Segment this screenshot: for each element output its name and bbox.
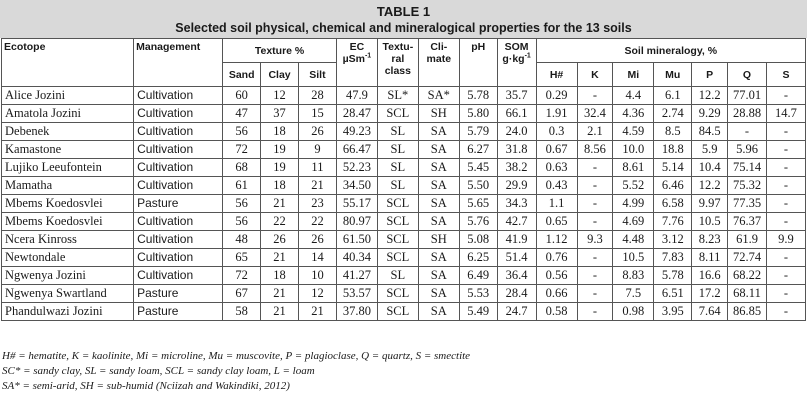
- table-cell: 1.12: [536, 231, 577, 249]
- cell-management: Cultivation: [134, 141, 223, 159]
- table-cell: 47: [223, 105, 261, 123]
- header-management: Management: [134, 39, 223, 87]
- header-texture: Texture %: [223, 39, 337, 63]
- header-som-unit-sup: -1: [524, 52, 531, 60]
- table-cell: 72: [223, 267, 261, 285]
- table-cell: 0.43: [536, 177, 577, 195]
- table-cell: 8.83: [613, 267, 654, 285]
- table-row: [2, 213, 806, 231]
- table-cell: 36.4: [497, 267, 536, 285]
- header-textural-class: Textu- ral class: [377, 39, 418, 87]
- table-cell: 37: [261, 105, 299, 123]
- table-cell: 9.97: [692, 195, 728, 213]
- table-cell: 22: [261, 213, 299, 231]
- table-cell: 10.0: [613, 141, 654, 159]
- soil-properties-table: [1, 38, 806, 321]
- header-climate: Cli- mate: [418, 39, 459, 87]
- table-cell: 5.78: [459, 87, 497, 105]
- table-cell: 72: [223, 141, 261, 159]
- table-cell: 3.95: [654, 303, 692, 321]
- table-cell: 5.08: [459, 231, 497, 249]
- table-cell: 65: [223, 249, 261, 267]
- table-cell: 8.61: [613, 159, 654, 177]
- header-clay: Clay: [261, 63, 299, 87]
- table-cell: 10.5: [692, 213, 728, 231]
- table-cell: -: [766, 285, 805, 303]
- table-cell: 5.53: [459, 285, 497, 303]
- table-cell: 28.4: [497, 285, 536, 303]
- table-cell: 12.2: [692, 177, 728, 195]
- header-ec-label: EC: [349, 41, 365, 53]
- table-cell: -: [766, 213, 805, 231]
- table-row: [2, 87, 806, 105]
- table-cell: -: [766, 177, 805, 195]
- table-cell: 24.0: [497, 123, 536, 141]
- table-cell: 77.35: [728, 195, 767, 213]
- table-cell: 26: [261, 231, 299, 249]
- cell-ecotope: Alice Jozini: [2, 87, 134, 105]
- table-cell: 6.49: [459, 267, 497, 285]
- cell-ecotope: Mbems Koedosvlei: [2, 195, 134, 213]
- table-cell: -: [766, 249, 805, 267]
- table-cell: -: [577, 267, 613, 285]
- cell-ecotope: Ncera Kinross: [2, 231, 134, 249]
- table-cell: 35.7: [497, 87, 536, 105]
- table-cell: 10.4: [692, 159, 728, 177]
- table-row: [2, 177, 806, 195]
- table-cell: 21: [298, 177, 336, 195]
- table-row: [2, 267, 806, 285]
- table-cell: 6.27: [459, 141, 497, 159]
- table-cell: SCL: [377, 285, 418, 303]
- table-cell: 0.58: [536, 303, 577, 321]
- header-ph: pH: [459, 39, 497, 87]
- table-cell: 56: [223, 213, 261, 231]
- table-cell: 7.83: [654, 249, 692, 267]
- cell-ecotope: Debenek: [2, 123, 134, 141]
- table-cell: 61.50: [336, 231, 377, 249]
- table-cell: 17.2: [692, 285, 728, 303]
- table-cell: 5.45: [459, 159, 497, 177]
- table-cell: 4.48: [613, 231, 654, 249]
- table-cell: 0.66: [536, 285, 577, 303]
- table-row: [2, 159, 806, 177]
- table-cell: SA: [418, 285, 459, 303]
- header-ec: [336, 39, 377, 87]
- table-cell: SL: [377, 177, 418, 195]
- footnote-texture-classes: SC* = sandy clay, SL = sandy loam, SCL = sandy clay loam, L = loam: [2, 365, 315, 377]
- table-cell: 55.17: [336, 195, 377, 213]
- table-cell: SL: [377, 123, 418, 141]
- table-label: TABLE 1: [376, 4, 431, 19]
- table-cell: 4.4: [613, 87, 654, 105]
- cell-management: Cultivation: [134, 267, 223, 285]
- table-cell: -: [766, 87, 805, 105]
- table-cell: 4.36: [613, 105, 654, 123]
- table-cell: 66.1: [497, 105, 536, 123]
- table-cell: 9.29: [692, 105, 728, 123]
- table-cell: 5.50: [459, 177, 497, 195]
- header-mi: Mi: [613, 63, 654, 87]
- cell-ecotope: Lujiko Leeufontein: [2, 159, 134, 177]
- cell-management: Pasture: [134, 195, 223, 213]
- table-cell: -: [728, 123, 767, 141]
- table-cell: SA: [418, 195, 459, 213]
- table-cell: 80.97: [336, 213, 377, 231]
- table-cell: 12.2: [692, 87, 728, 105]
- table-cell: 0.67: [536, 141, 577, 159]
- cell-management: Pasture: [134, 285, 223, 303]
- header-q: Q: [728, 63, 767, 87]
- table-cell: 16.6: [692, 267, 728, 285]
- cell-management: Cultivation: [134, 123, 223, 141]
- table-cell: SA: [418, 267, 459, 285]
- table-cell: SL: [377, 159, 418, 177]
- table-cell: 5.9: [692, 141, 728, 159]
- table-cell: SA: [418, 249, 459, 267]
- table-cell: -: [766, 123, 805, 141]
- table-cell: -: [766, 267, 805, 285]
- header-som-label: SOM: [504, 41, 529, 53]
- header-ec-unit-sup: -1: [364, 52, 372, 60]
- table-cell: 72.74: [728, 249, 767, 267]
- table-cell: 6.58: [654, 195, 692, 213]
- table-cell: 0.65: [536, 213, 577, 231]
- table-cell: 0.3: [536, 123, 577, 141]
- table-cell: 67: [223, 285, 261, 303]
- table-cell: SA: [418, 177, 459, 195]
- header-p: P: [692, 63, 728, 87]
- table-cell: 34.3: [497, 195, 536, 213]
- table-cell: 5.65: [459, 195, 497, 213]
- table-cell: 48: [223, 231, 261, 249]
- cell-ecotope: Mbems Koedosvlei: [2, 213, 134, 231]
- table-cell: 19: [261, 159, 299, 177]
- table-cell: -: [577, 159, 613, 177]
- header-silt: Silt: [298, 63, 336, 87]
- table-cell: -: [577, 177, 613, 195]
- table-cell: 66.47: [336, 141, 377, 159]
- cell-ecotope: Ngwenya Jozini: [2, 267, 134, 285]
- table-cell: SCL: [377, 231, 418, 249]
- table-cell: 5.96: [728, 141, 767, 159]
- table-cell: 61.9: [728, 231, 767, 249]
- cell-management: Cultivation: [134, 105, 223, 123]
- table-cell: 8.5: [654, 123, 692, 141]
- table-cell: 7.5: [613, 285, 654, 303]
- table-cell: 37.80: [336, 303, 377, 321]
- table-cell: 40.34: [336, 249, 377, 267]
- table-body: [2, 87, 806, 321]
- table-cell: 28.88: [728, 105, 767, 123]
- table-cell: 49.23: [336, 123, 377, 141]
- table-cell: 12: [298, 285, 336, 303]
- table-cell: 18: [261, 177, 299, 195]
- table-cell: 7.64: [692, 303, 728, 321]
- table-cell: 56: [223, 123, 261, 141]
- table-cell: 61: [223, 177, 261, 195]
- table-cell: 47.9: [336, 87, 377, 105]
- table-cell: 19: [261, 141, 299, 159]
- table-cell: 5.76: [459, 213, 497, 231]
- table-cell: 12: [261, 87, 299, 105]
- table-cell: -: [577, 195, 613, 213]
- table-header-banner: [0, 0, 807, 38]
- table-cell: -: [577, 249, 613, 267]
- table-cell: 68.11: [728, 285, 767, 303]
- table-cell: SA: [418, 141, 459, 159]
- cell-management: Cultivation: [134, 177, 223, 195]
- table-cell: 34.50: [336, 177, 377, 195]
- table-cell: SL: [377, 267, 418, 285]
- cell-management: Cultivation: [134, 231, 223, 249]
- table-cell: 4.59: [613, 123, 654, 141]
- cell-ecotope: Newtondale: [2, 249, 134, 267]
- table-cell: 41.9: [497, 231, 536, 249]
- table-cell: 31.8: [497, 141, 536, 159]
- header-sand: Sand: [223, 63, 261, 87]
- table-cell: 52.23: [336, 159, 377, 177]
- table-cell: SA*: [418, 87, 459, 105]
- footnote-minerals: H# = hematite, K = kaolinite, Mi = microline, Mu = muscovite, P = plagioclase, Q = quartz, S = smectite: [2, 350, 471, 362]
- table-cell: 41.27: [336, 267, 377, 285]
- cell-management: Cultivation: [134, 249, 223, 267]
- table-caption: Selected soil physical, chemical and mineralogical properties for the 13 soils: [175, 21, 632, 35]
- table-cell: SCL: [377, 303, 418, 321]
- table-cell: 8.11: [692, 249, 728, 267]
- cell-ecotope: Phandulwazi Jozini: [2, 303, 134, 321]
- table-cell: 53.57: [336, 285, 377, 303]
- table-cell: 18: [261, 123, 299, 141]
- table-cell: 5.78: [654, 267, 692, 285]
- table-cell: 10.5: [613, 249, 654, 267]
- table-cell: 84.5: [692, 123, 728, 141]
- table-cell: 51.4: [497, 249, 536, 267]
- table-cell: -: [766, 159, 805, 177]
- table-cell: -: [577, 303, 613, 321]
- header-k: K: [577, 63, 613, 87]
- header-h: H#: [536, 63, 577, 87]
- table-cell: 4.99: [613, 195, 654, 213]
- cell-ecotope: Kamastone: [2, 141, 134, 159]
- table-row: [2, 105, 806, 123]
- header-ecotope: Ecotope: [2, 39, 134, 87]
- table-cell: 68: [223, 159, 261, 177]
- table-cell: 0.56: [536, 267, 577, 285]
- table-cell: 68.22: [728, 267, 767, 285]
- table-cell: 75.14: [728, 159, 767, 177]
- table-cell: SCL: [377, 249, 418, 267]
- table-cell: -: [577, 285, 613, 303]
- table-cell: 6.51: [654, 285, 692, 303]
- table-cell: 22: [298, 213, 336, 231]
- table-cell: 26: [298, 231, 336, 249]
- table-cell: 4.69: [613, 213, 654, 231]
- table-cell: 60: [223, 87, 261, 105]
- table-cell: SA: [418, 213, 459, 231]
- table-cell: -: [577, 213, 613, 231]
- table-cell: 23: [298, 195, 336, 213]
- table-cell: 56: [223, 195, 261, 213]
- table-cell: SA: [418, 303, 459, 321]
- table-cell: 0.76: [536, 249, 577, 267]
- table-cell: 18.8: [654, 141, 692, 159]
- table-cell: 8.56: [577, 141, 613, 159]
- table-cell: 15: [298, 105, 336, 123]
- header-ec-unit: µSm: [342, 53, 365, 65]
- cell-ecotope: Amatola Jozini: [2, 105, 134, 123]
- table-cell: 76.37: [728, 213, 767, 231]
- table-cell: 58: [223, 303, 261, 321]
- table-row: [2, 231, 806, 249]
- table-cell: 5.80: [459, 105, 497, 123]
- table-cell: 28: [298, 87, 336, 105]
- table-cell: 9.3: [577, 231, 613, 249]
- cell-management: Cultivation: [134, 159, 223, 177]
- table-cell: SA: [418, 123, 459, 141]
- table-cell: 21: [261, 303, 299, 321]
- cell-ecotope: Mamatha: [2, 177, 134, 195]
- table-cell: 86.85: [728, 303, 767, 321]
- table-cell: 18: [261, 267, 299, 285]
- table-cell: 21: [261, 195, 299, 213]
- table-cell: 28.47: [336, 105, 377, 123]
- table-cell: 29.9: [497, 177, 536, 195]
- header-som: [497, 39, 536, 87]
- table-cell: SCL: [377, 213, 418, 231]
- table-cell: 5.79: [459, 123, 497, 141]
- table-cell: SL: [377, 141, 418, 159]
- table-cell: 38.2: [497, 159, 536, 177]
- cell-management: Cultivation: [134, 213, 223, 231]
- cell-management: Pasture: [134, 303, 223, 321]
- table-row: [2, 195, 806, 213]
- table-cell: 75.32: [728, 177, 767, 195]
- table-cell: 5.49: [459, 303, 497, 321]
- table-cell: -: [577, 87, 613, 105]
- table-cell: 5.14: [654, 159, 692, 177]
- table-cell: 14: [298, 249, 336, 267]
- table-cell: 11: [298, 159, 336, 177]
- table-cell: 21: [261, 285, 299, 303]
- header-mu: Mu: [654, 63, 692, 87]
- table-row: [2, 141, 806, 159]
- table-cell: 77.01: [728, 87, 767, 105]
- table-cell: SA: [418, 159, 459, 177]
- table-row: [2, 303, 806, 321]
- table-cell: SCL: [377, 195, 418, 213]
- table-cell: SCL: [377, 105, 418, 123]
- footnote-climate: SA* = semi-arid, SH = sub-humid (Nciizah and Wakindiki, 2012): [2, 380, 290, 392]
- table-row: [2, 249, 806, 267]
- table-cell: SH: [418, 105, 459, 123]
- table-cell: 32.4: [577, 105, 613, 123]
- table-cell: SH: [418, 231, 459, 249]
- table-cell: 7.76: [654, 213, 692, 231]
- table-row: [2, 285, 806, 303]
- table-cell: 1.91: [536, 105, 577, 123]
- table-cell: SL*: [377, 87, 418, 105]
- header-s: S: [766, 63, 805, 87]
- table-cell: -: [766, 303, 805, 321]
- table-cell: 6.25: [459, 249, 497, 267]
- table-cell: 6.46: [654, 177, 692, 195]
- table-cell: 1.1: [536, 195, 577, 213]
- header-mineralogy: Soil mineralogy, %: [536, 39, 805, 63]
- header-som-unit: g·kg: [502, 53, 525, 65]
- table-cell: 42.7: [497, 213, 536, 231]
- table-row: [2, 123, 806, 141]
- table-cell: 6.1: [654, 87, 692, 105]
- table-cell: 8.23: [692, 231, 728, 249]
- table-cell: 2.1: [577, 123, 613, 141]
- table-cell: -: [766, 141, 805, 159]
- table-cell: 5.52: [613, 177, 654, 195]
- table-cell: 26: [298, 123, 336, 141]
- table-cell: 2.74: [654, 105, 692, 123]
- table-cell: 0.98: [613, 303, 654, 321]
- table-cell: 0.29: [536, 87, 577, 105]
- table-cell: 0.63: [536, 159, 577, 177]
- table-cell: 3.12: [654, 231, 692, 249]
- table-cell: 9: [298, 141, 336, 159]
- table-cell: 21: [261, 249, 299, 267]
- table-cell: 10: [298, 267, 336, 285]
- table-cell: 24.7: [497, 303, 536, 321]
- table-cell: -: [766, 195, 805, 213]
- table-cell: 21: [298, 303, 336, 321]
- table-cell: 14.7: [766, 105, 805, 123]
- cell-management: Cultivation: [134, 87, 223, 105]
- cell-ecotope: Ngwenya Swartland: [2, 285, 134, 303]
- table-cell: 9.9: [766, 231, 805, 249]
